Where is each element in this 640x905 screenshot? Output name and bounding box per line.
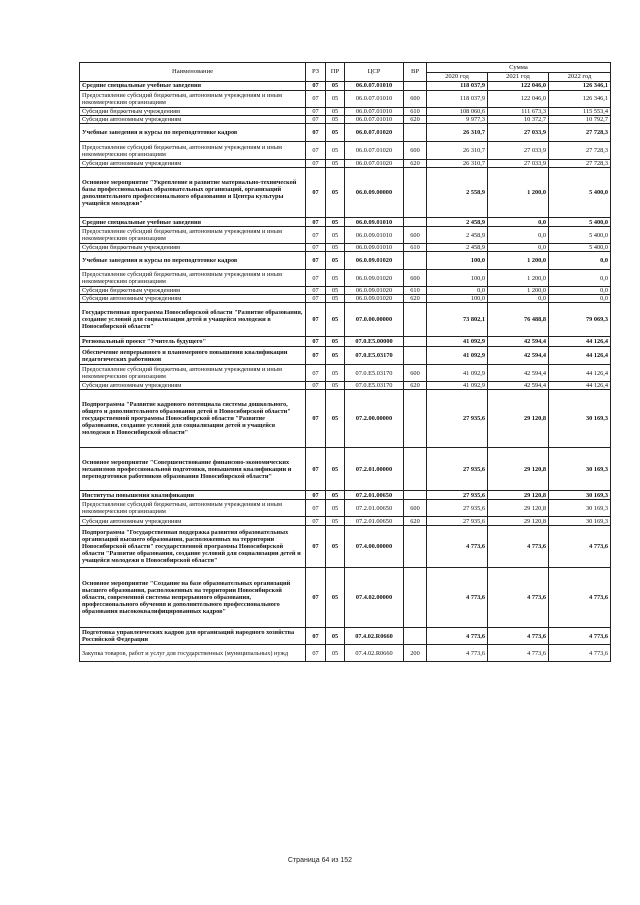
row-vr: 600 bbox=[404, 270, 427, 287]
row-csr: 07.2.01.00650 bbox=[345, 491, 404, 500]
row-pr: 05 bbox=[326, 365, 345, 382]
row-value-2020: 2 458,9 bbox=[427, 244, 488, 252]
row-value-2020: 108 060,6 bbox=[427, 108, 488, 116]
header-vr: ВР bbox=[404, 63, 427, 82]
row-value-2020: 73 802,1 bbox=[427, 303, 488, 337]
row-vr: 620 bbox=[404, 295, 427, 303]
row-name: Предоставление субсидий бюджетным, автономным учреждениям и иным некоммерческим организациям bbox=[80, 91, 306, 108]
row-vr bbox=[404, 124, 427, 142]
row-csr: 07.2.01.00650 bbox=[345, 517, 404, 526]
row-vr: 610 bbox=[404, 108, 427, 116]
row-rz: 07 bbox=[306, 337, 326, 347]
table-row bbox=[80, 108, 611, 116]
header-csr: ЦСР bbox=[345, 63, 404, 82]
row-rz: 07 bbox=[306, 244, 326, 252]
row-csr: 06.0.09.01020 bbox=[345, 295, 404, 303]
row-value-2021: 122 046,0 bbox=[488, 82, 549, 91]
row-pr: 05 bbox=[326, 160, 345, 168]
row-rz: 07 bbox=[306, 287, 326, 295]
table-row bbox=[80, 252, 611, 270]
row-pr: 05 bbox=[326, 517, 345, 526]
header-year-2020: 2020 год bbox=[427, 73, 488, 82]
row-csr: 06.0.09.01010 bbox=[345, 244, 404, 252]
row-value-2022: 5 400,0 bbox=[549, 227, 611, 244]
row-rz: 07 bbox=[306, 448, 326, 491]
row-value-2022: 30 169,3 bbox=[549, 491, 611, 500]
row-vr bbox=[404, 168, 427, 218]
row-csr: 07.2.01.00000 bbox=[345, 448, 404, 491]
row-pr: 05 bbox=[326, 227, 345, 244]
row-pr: 05 bbox=[326, 645, 345, 662]
table-row bbox=[80, 491, 611, 500]
row-pr: 05 bbox=[326, 116, 345, 124]
row-value-2020: 4 773,6 bbox=[427, 645, 488, 662]
row-value-2022: 10 792,7 bbox=[549, 116, 611, 124]
row-vr: 620 bbox=[404, 517, 427, 526]
row-value-2020: 0,0 bbox=[427, 287, 488, 295]
row-pr: 05 bbox=[326, 568, 345, 628]
row-value-2022: 44 126,4 bbox=[549, 347, 611, 365]
row-rz: 07 bbox=[306, 303, 326, 337]
row-value-2020: 118 037,9 bbox=[427, 82, 488, 91]
row-csr: 07.4.02.R0660 bbox=[345, 645, 404, 662]
row-pr: 05 bbox=[326, 491, 345, 500]
row-vr bbox=[404, 252, 427, 270]
row-vr bbox=[404, 218, 427, 227]
row-pr: 05 bbox=[326, 252, 345, 270]
row-name: Предоставление субсидий бюджетным, автономным учреждениям и иным некоммерческим организациям bbox=[80, 142, 306, 160]
row-rz: 07 bbox=[306, 628, 326, 645]
row-rz: 07 bbox=[306, 142, 326, 160]
row-value-2020: 27 935,6 bbox=[427, 500, 488, 517]
row-csr: 06.0.07.01010 bbox=[345, 108, 404, 116]
row-value-2022: 44 126,4 bbox=[549, 382, 611, 390]
row-csr: 06.0.07.01010 bbox=[345, 82, 404, 91]
row-name: Предоставление субсидий бюджетным, автономным учреждениям и иным некоммерческим организациям bbox=[80, 500, 306, 517]
row-value-2022: 126 346,1 bbox=[549, 82, 611, 91]
table-row bbox=[80, 295, 611, 303]
row-name: Государственная программа Новосибирской области "Развитие образования, создание условий для социализации детей и учащейся молодежи в Новосибирской области" bbox=[80, 303, 306, 337]
row-csr: 06.0.07.01020 bbox=[345, 160, 404, 168]
row-pr: 05 bbox=[326, 218, 345, 227]
row-value-2021: 0,0 bbox=[488, 295, 549, 303]
row-rz: 07 bbox=[306, 517, 326, 526]
row-name: Обеспечение непрерывного и планомерного повышения квалификации педагогических работников bbox=[80, 347, 306, 365]
row-rz: 07 bbox=[306, 390, 326, 448]
row-value-2022: 30 169,3 bbox=[549, 517, 611, 526]
table-row bbox=[80, 517, 611, 526]
row-value-2020: 27 935,6 bbox=[427, 517, 488, 526]
row-name: Субсидии бюджетным учреждениям bbox=[80, 287, 306, 295]
row-rz: 07 bbox=[306, 227, 326, 244]
table-row bbox=[80, 568, 611, 628]
row-value-2021: 29 120,8 bbox=[488, 500, 549, 517]
row-csr: 07.4.02.00000 bbox=[345, 568, 404, 628]
row-value-2022: 5 400,0 bbox=[549, 218, 611, 227]
row-vr: 600 bbox=[404, 500, 427, 517]
row-value-2020: 100,0 bbox=[427, 295, 488, 303]
row-rz: 07 bbox=[306, 645, 326, 662]
table-row bbox=[80, 244, 611, 252]
table-body bbox=[80, 82, 611, 662]
row-value-2020: 4 773,6 bbox=[427, 628, 488, 645]
row-value-2020: 100,0 bbox=[427, 252, 488, 270]
row-vr bbox=[404, 491, 427, 500]
row-name: Институты повышения квалификации bbox=[80, 491, 306, 500]
row-value-2020: 100,0 bbox=[427, 270, 488, 287]
row-pr: 05 bbox=[326, 448, 345, 491]
row-value-2022: 44 126,4 bbox=[549, 365, 611, 382]
table-row bbox=[80, 365, 611, 382]
row-csr: 07.2.01.00650 bbox=[345, 500, 404, 517]
row-rz: 07 bbox=[306, 295, 326, 303]
row-name: Учебные заведения и курсы по переподготовке кадров bbox=[80, 252, 306, 270]
row-value-2022: 27 728,3 bbox=[549, 142, 611, 160]
table-row bbox=[80, 303, 611, 337]
header-pr: ПР bbox=[326, 63, 345, 82]
table-row bbox=[80, 124, 611, 142]
budget-table bbox=[79, 62, 611, 662]
row-rz: 07 bbox=[306, 160, 326, 168]
row-value-2022: 30 169,3 bbox=[549, 448, 611, 491]
row-value-2021: 42 594,4 bbox=[488, 347, 549, 365]
table-row bbox=[80, 82, 611, 91]
table-header bbox=[80, 63, 611, 82]
table-row bbox=[80, 142, 611, 160]
row-rz: 07 bbox=[306, 491, 326, 500]
row-name: Подпрограмма "Государственная поддержка развития образовательных организаций высшего образования, расположенных на территории Новосибирской области" государственной программы Новосибирской области "Развитие образования, создание условий для социализации детей и учащейся молодежи в Новосибирской области" bbox=[80, 526, 306, 568]
row-value-2022: 4 773,6 bbox=[549, 645, 611, 662]
row-pr: 05 bbox=[326, 347, 345, 365]
row-csr: 07.0.E5.03170 bbox=[345, 347, 404, 365]
row-name: Субсидии бюджетным учреждениям bbox=[80, 244, 306, 252]
row-rz: 07 bbox=[306, 347, 326, 365]
row-value-2022: 0,0 bbox=[549, 252, 611, 270]
row-pr: 05 bbox=[326, 337, 345, 347]
row-value-2022: 0,0 bbox=[549, 270, 611, 287]
row-value-2020: 2 558,9 bbox=[427, 168, 488, 218]
row-name: Субсидии автономным учреждениям bbox=[80, 295, 306, 303]
header-year-2021: 2021 год bbox=[488, 73, 549, 82]
row-value-2020: 41 092,9 bbox=[427, 365, 488, 382]
row-name: Средние специальные учебные заведения bbox=[80, 218, 306, 227]
table-row bbox=[80, 227, 611, 244]
table-row bbox=[80, 382, 611, 390]
row-value-2020: 27 935,6 bbox=[427, 491, 488, 500]
row-vr bbox=[404, 448, 427, 491]
row-pr: 05 bbox=[326, 270, 345, 287]
row-csr: 06.0.09.01010 bbox=[345, 227, 404, 244]
table-row bbox=[80, 287, 611, 295]
row-vr: 620 bbox=[404, 116, 427, 124]
row-value-2021: 0,0 bbox=[488, 227, 549, 244]
row-value-2021: 1 200,0 bbox=[488, 270, 549, 287]
row-value-2022: 44 126,4 bbox=[549, 337, 611, 347]
row-rz: 07 bbox=[306, 82, 326, 91]
row-csr: 07.0.E5.00000 bbox=[345, 337, 404, 347]
row-value-2021: 111 673,3 bbox=[488, 108, 549, 116]
row-pr: 05 bbox=[326, 390, 345, 448]
row-csr: 06.0.09.01020 bbox=[345, 287, 404, 295]
row-name: Учебные заведения и курсы по переподготовке кадров bbox=[80, 124, 306, 142]
row-value-2021: 0,0 bbox=[488, 244, 549, 252]
row-vr bbox=[404, 303, 427, 337]
row-value-2022: 0,0 bbox=[549, 295, 611, 303]
row-value-2021: 27 033,9 bbox=[488, 124, 549, 142]
row-pr: 05 bbox=[326, 303, 345, 337]
row-value-2022: 4 773,6 bbox=[549, 526, 611, 568]
row-rz: 07 bbox=[306, 168, 326, 218]
row-csr: 06.0.09.00000 bbox=[345, 168, 404, 218]
row-value-2021: 42 594,4 bbox=[488, 382, 549, 390]
row-rz: 07 bbox=[306, 91, 326, 108]
row-value-2022: 115 553,4 bbox=[549, 108, 611, 116]
row-value-2021: 76 488,8 bbox=[488, 303, 549, 337]
row-rz: 07 bbox=[306, 382, 326, 390]
row-value-2021: 29 120,8 bbox=[488, 448, 549, 491]
table-row bbox=[80, 628, 611, 645]
row-pr: 05 bbox=[326, 526, 345, 568]
row-vr: 600 bbox=[404, 365, 427, 382]
budget-sheet bbox=[79, 62, 610, 662]
row-value-2020: 4 773,6 bbox=[427, 568, 488, 628]
row-name: Предоставление субсидий бюджетным, автономным учреждениям и иным некоммерческим организациям bbox=[80, 270, 306, 287]
table-row bbox=[80, 218, 611, 227]
row-value-2022: 27 728,3 bbox=[549, 124, 611, 142]
row-rz: 07 bbox=[306, 108, 326, 116]
row-value-2021: 29 120,8 bbox=[488, 517, 549, 526]
row-value-2020: 27 935,6 bbox=[427, 390, 488, 448]
table-row bbox=[80, 347, 611, 365]
row-name: Основное мероприятие "Совершенствование финансово-экономических механизмов профессиональной подготовки, повышения квалификации и переподготовки работников образования Новосибирской области" bbox=[80, 448, 306, 491]
row-value-2020: 26 310,7 bbox=[427, 124, 488, 142]
row-value-2021: 10 372,7 bbox=[488, 116, 549, 124]
row-rz: 07 bbox=[306, 116, 326, 124]
row-csr: 07.0.E5.03170 bbox=[345, 382, 404, 390]
row-csr: 06.0.07.01010 bbox=[345, 116, 404, 124]
row-name: Подпрограмма "Развитие кадрового потенциала системы дошкольного, общего и дополнительного образования детей в Новосибирской области" государственной программы Новосибирской области "Развитие образования, создание условий для социализации детей и учащейся молодежи в Новосибирской области" bbox=[80, 390, 306, 448]
row-vr: 610 bbox=[404, 244, 427, 252]
row-vr bbox=[404, 390, 427, 448]
row-value-2022: 5 400,0 bbox=[549, 244, 611, 252]
row-vr: 600 bbox=[404, 227, 427, 244]
row-vr bbox=[404, 82, 427, 91]
table-row bbox=[80, 526, 611, 568]
row-pr: 05 bbox=[326, 295, 345, 303]
row-rz: 07 bbox=[306, 270, 326, 287]
header-rz: РЗ bbox=[306, 63, 326, 82]
row-value-2022: 126 346,1 bbox=[549, 91, 611, 108]
row-csr: 07.0.00.00000 bbox=[345, 303, 404, 337]
row-name: Основное мероприятие "Создание на базе образовательных организаций высшего образования, расположенных на территории Новосибирской области, современной системы непрерывного образования, профессионального обучения и дополнительного профессионального образования высококвалифицированных кадров" bbox=[80, 568, 306, 628]
row-pr: 05 bbox=[326, 168, 345, 218]
row-pr: 05 bbox=[326, 124, 345, 142]
row-name: Закупка товаров, работ и услуг для государственных (муниципальных) нужд bbox=[80, 645, 306, 662]
row-value-2020: 2 458,9 bbox=[427, 218, 488, 227]
row-vr: 620 bbox=[404, 160, 427, 168]
row-vr bbox=[404, 337, 427, 347]
row-value-2020: 26 310,7 bbox=[427, 142, 488, 160]
row-value-2020: 27 935,6 bbox=[427, 448, 488, 491]
row-csr: 06.0.07.01020 bbox=[345, 142, 404, 160]
row-value-2022: 27 728,3 bbox=[549, 160, 611, 168]
row-csr: 07.2.00.00000 bbox=[345, 390, 404, 448]
row-pr: 05 bbox=[326, 500, 345, 517]
table-row bbox=[80, 91, 611, 108]
row-csr: 07.0.E5.03170 bbox=[345, 365, 404, 382]
row-rz: 07 bbox=[306, 252, 326, 270]
row-rz: 07 bbox=[306, 526, 326, 568]
row-value-2021: 27 033,9 bbox=[488, 142, 549, 160]
row-value-2020: 41 092,9 bbox=[427, 382, 488, 390]
row-vr bbox=[404, 347, 427, 365]
row-csr: 06.0.09.01010 bbox=[345, 218, 404, 227]
row-name: Субсидии автономным учреждениям bbox=[80, 116, 306, 124]
row-pr: 05 bbox=[326, 628, 345, 645]
row-value-2021: 122 046,0 bbox=[488, 91, 549, 108]
row-name: Субсидии автономным учреждениям bbox=[80, 160, 306, 168]
row-name: Субсидии автономным учреждениям bbox=[80, 382, 306, 390]
row-value-2020: 9 977,3 bbox=[427, 116, 488, 124]
row-vr bbox=[404, 568, 427, 628]
row-value-2021: 27 033,9 bbox=[488, 160, 549, 168]
row-value-2022: 30 169,3 bbox=[549, 500, 611, 517]
row-name: Предоставление субсидий бюджетным, автономным учреждениям и иным некоммерческим организациям bbox=[80, 227, 306, 244]
row-vr: 200 bbox=[404, 645, 427, 662]
row-value-2021: 4 773,6 bbox=[488, 645, 549, 662]
row-value-2020: 41 092,9 bbox=[427, 337, 488, 347]
row-rz: 07 bbox=[306, 218, 326, 227]
row-name: Предоставление субсидий бюджетным, автономным учреждениям и иным некоммерческим организациям bbox=[80, 365, 306, 382]
table-row bbox=[80, 500, 611, 517]
table-row bbox=[80, 337, 611, 347]
row-value-2022: 30 169,3 bbox=[549, 390, 611, 448]
row-vr: 610 bbox=[404, 287, 427, 295]
row-name: Средние специальные учебные заведения bbox=[80, 82, 306, 91]
row-csr: 07.4.00.00000 bbox=[345, 526, 404, 568]
row-vr bbox=[404, 628, 427, 645]
header-year-2022: 2022 год bbox=[549, 73, 611, 82]
row-name: Основное мероприятие "Укрепление и развитие материально-технической базы профессиональных образовательных организаций, организаций дополнительного профессионального образования и Центра культуры учащейся молодежи" bbox=[80, 168, 306, 218]
row-value-2022: 4 773,6 bbox=[549, 628, 611, 645]
row-name: Региональный проект "Учитель будущего" bbox=[80, 337, 306, 347]
row-value-2021: 4 773,6 bbox=[488, 526, 549, 568]
row-value-2021: 29 120,8 bbox=[488, 491, 549, 500]
row-value-2021: 42 594,4 bbox=[488, 365, 549, 382]
table-row bbox=[80, 390, 611, 448]
row-rz: 07 bbox=[306, 500, 326, 517]
row-value-2020: 26 310,7 bbox=[427, 160, 488, 168]
row-name: Субсидии автономным учреждениям bbox=[80, 517, 306, 526]
table-row bbox=[80, 270, 611, 287]
row-csr: 06.0.09.01020 bbox=[345, 252, 404, 270]
row-pr: 05 bbox=[326, 287, 345, 295]
row-value-2020: 4 773,6 bbox=[427, 526, 488, 568]
row-value-2020: 2 458,9 bbox=[427, 227, 488, 244]
row-value-2022: 5 400,0 bbox=[549, 168, 611, 218]
row-value-2021: 4 773,6 bbox=[488, 628, 549, 645]
row-name: Субсидии бюджетным учреждениям bbox=[80, 108, 306, 116]
table-row bbox=[80, 160, 611, 168]
table-row bbox=[80, 645, 611, 662]
row-pr: 05 bbox=[326, 108, 345, 116]
row-vr: 600 bbox=[404, 91, 427, 108]
row-value-2020: 41 092,9 bbox=[427, 347, 488, 365]
row-csr: 06.0.07.01020 bbox=[345, 124, 404, 142]
table-row bbox=[80, 116, 611, 124]
row-value-2021: 4 773,6 bbox=[488, 568, 549, 628]
row-value-2022: 0,0 bbox=[549, 287, 611, 295]
row-csr: 06.0.09.01020 bbox=[345, 270, 404, 287]
row-value-2020: 118 037,9 bbox=[427, 91, 488, 108]
row-value-2021: 1 200,0 bbox=[488, 252, 549, 270]
row-rz: 07 bbox=[306, 365, 326, 382]
row-value-2021: 1 200,0 bbox=[488, 168, 549, 218]
row-pr: 05 bbox=[326, 82, 345, 91]
header-name: Наименование bbox=[80, 63, 306, 82]
row-pr: 05 bbox=[326, 244, 345, 252]
row-value-2021: 0,0 bbox=[488, 218, 549, 227]
row-value-2022: 79 069,3 bbox=[549, 303, 611, 337]
row-value-2021: 42 594,4 bbox=[488, 337, 549, 347]
row-name: Подготовка управленческих кадров для организаций народного хозяйства Российской Федерации bbox=[80, 628, 306, 645]
row-csr: 07.4.02.R0660 bbox=[345, 628, 404, 645]
row-vr bbox=[404, 526, 427, 568]
row-pr: 05 bbox=[326, 382, 345, 390]
row-vr: 620 bbox=[404, 382, 427, 390]
row-pr: 05 bbox=[326, 91, 345, 108]
page-footer: Страница 64 из 152 bbox=[287, 857, 353, 864]
row-vr: 600 bbox=[404, 142, 427, 160]
row-csr: 06.0.07.01010 bbox=[345, 91, 404, 108]
table-row bbox=[80, 168, 611, 218]
row-value-2021: 29 120,8 bbox=[488, 390, 549, 448]
table-row bbox=[80, 448, 611, 491]
row-value-2021: 1 200,0 bbox=[488, 287, 549, 295]
row-value-2022: 4 773,6 bbox=[549, 568, 611, 628]
row-rz: 07 bbox=[306, 124, 326, 142]
header-sum: Сумма bbox=[427, 63, 611, 73]
row-rz: 07 bbox=[306, 568, 326, 628]
row-pr: 05 bbox=[326, 142, 345, 160]
